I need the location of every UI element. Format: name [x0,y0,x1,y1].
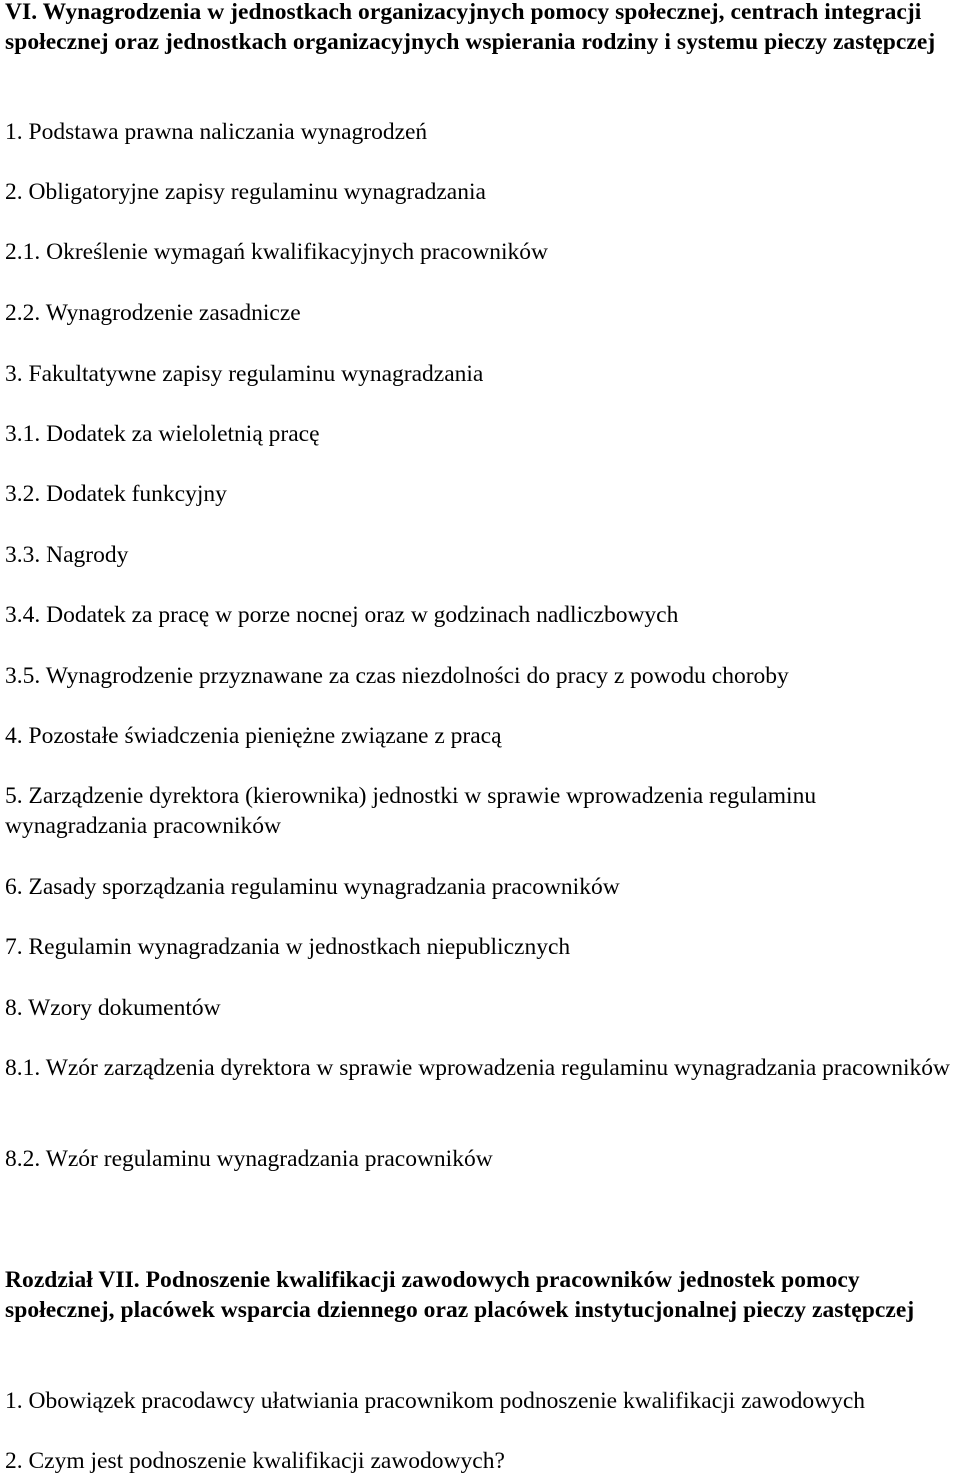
toc-item-6: 6. Zasady sporządzania regulaminu wynagradzania pracowników [5,874,620,900]
toc-item-1: 1. Podstawa prawna naliczania wynagrodzeń [5,119,428,145]
toc-item-3-5: 3.5. Wynagrodzenie przyznawane za czas niezdolności do pracy z powodu choroby [5,663,789,689]
toc-vii-item-1: 1. Obowiązek pracodawcy ułatwiania pracownikom podnoszenie kwalifikacji zawodowych [5,1388,866,1414]
toc-item-8-1: 8.1. Wzór zarządzenia dyrektora w sprawie wprowadzenia regulaminu wynagradzania pracowników [5,1055,951,1081]
toc-item-8: 8. Wzory dokumentów [5,995,221,1021]
toc-item-3-1: 3.1. Dodatek za wieloletnią pracę [5,421,320,447]
toc-item-3: 3. Fakultatywne zapisy regulaminu wynagradzania [5,361,484,387]
section-vi-title: VI. Wynagrodzenia w jednostkach organizacyjnych pomocy społecznej, centrach integracji społecznej oraz jednostkach organizacyjnych wspierania rodziny i systemu pieczy zastępczej [5,0,936,56]
toc-item-8-2: 8.2. Wzór regulaminu wynagradzania pracowników [5,1146,493,1172]
toc-item-3-2: 3.2. Dodatek funkcyjny [5,481,227,507]
toc-vii-item-2: 2. Czym jest podnoszenie kwalifikacji zawodowych? [5,1448,505,1474]
section-vii-title: Rozdział VII. Podnoszenie kwalifikacji zawodowych pracowników jednostek pomocy społecznej, placówek wsparcia dziennego oraz placówek instytucjonalnej pieczy zastępczej [5,1267,915,1324]
toc-item-2: 2. Obligatoryjne zapisy regulaminu wynagradzania [5,179,486,205]
toc-item-3-3: 3.3. Nagrody [5,542,129,568]
toc-item-4: 4. Pozostałe świadczenia pieniężne związane z pracą [5,723,502,749]
toc-item-2-2: 2.2. Wynagrodzenie zasadnicze [5,300,301,326]
toc-item-3-4: 3.4. Dodatek za pracę w porze nocnej oraz w godzinach nadliczbowych [5,602,679,628]
toc-item-2-1: 2.1. Określenie wymagań kwalifikacyjnych pracowników [5,239,548,265]
toc-item-5: 5. Zarządzenie dyrektora (kierownika) jednostki w sprawie wprowadzenia regulaminu wynagradzania pracowników [5,783,817,840]
toc-item-7: 7. Regulamin wynagradzania w jednostkach niepublicznych [5,934,571,960]
